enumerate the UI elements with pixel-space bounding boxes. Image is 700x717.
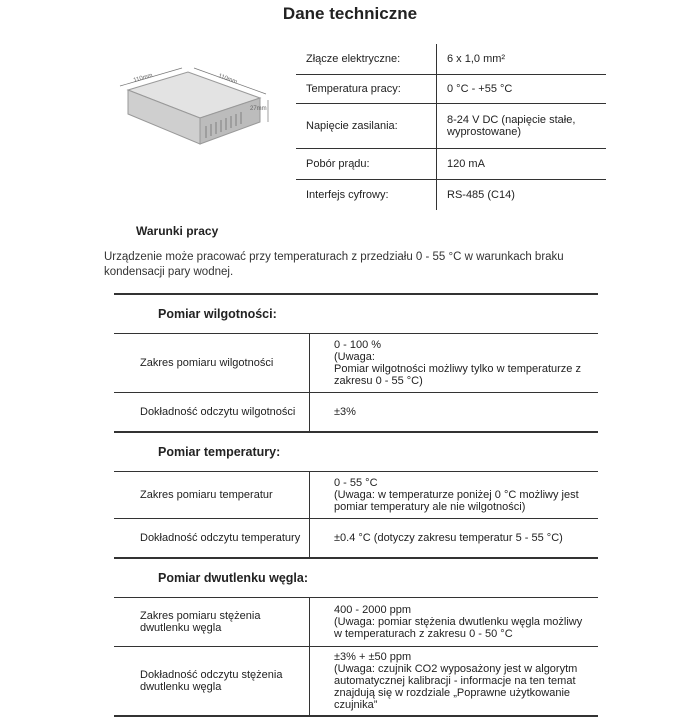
humidity-accuracy-value: ±3% bbox=[310, 393, 599, 433]
humidity-range-line: (Uwaga: bbox=[334, 351, 375, 363]
co2-accuracy-value bbox=[310, 647, 599, 717]
co2-range-value bbox=[310, 598, 599, 647]
page-title: Dane techniczne bbox=[282, 4, 418, 23]
temperature-heading: Pomiar temperatury: bbox=[114, 432, 598, 472]
spec-label: Złącze elektryczne: bbox=[296, 44, 437, 75]
table-row bbox=[114, 598, 598, 647]
conditions-heading: Warunki pracy bbox=[136, 224, 219, 238]
dim-width-label: 110mm bbox=[132, 72, 154, 84]
section-header bbox=[114, 558, 598, 598]
temperature-range-line: (Uwaga: w temperaturze poniżej 0 °C możliwy jest pomiar temperatury ale nie wilgotności) bbox=[334, 489, 579, 513]
table-row bbox=[114, 519, 598, 559]
table-row bbox=[114, 647, 598, 717]
co2-range-line: 400 - 2000 ppm bbox=[334, 604, 412, 616]
humidity-range-line: 0 - 100 % bbox=[334, 339, 382, 351]
humidity-accuracy-label: Dokładność odczytu wilgotności bbox=[114, 393, 310, 433]
co2-range-line: (Uwaga: pomiar stężenia dwutlenku węgla możliwy w temperaturach z zakresu 0 - 50 °C bbox=[334, 616, 583, 640]
spec-label: Pobór prądu: bbox=[296, 149, 437, 180]
spec-value: 0 °C - +55 °C bbox=[437, 75, 607, 104]
spec-table bbox=[296, 44, 606, 210]
section-header bbox=[114, 432, 598, 472]
temperature-accuracy-label: Dokładność odczytu temperatury bbox=[114, 519, 310, 559]
co2-heading: Pomiar dwutlenku węgla: bbox=[114, 558, 598, 598]
table-row bbox=[114, 393, 598, 433]
spec-row bbox=[296, 104, 606, 149]
humidity-range-label: Zakres pomiaru wilgotności bbox=[114, 334, 310, 393]
spec-value: 120 mA bbox=[437, 149, 607, 180]
spec-value: RS-485 (C14) bbox=[437, 180, 607, 211]
temperature-range-label: Zakres pomiaru temperatur bbox=[114, 472, 310, 519]
spec-row bbox=[296, 149, 606, 180]
dim-height-label: 27mm bbox=[250, 106, 267, 112]
temperature-range-value bbox=[310, 472, 599, 519]
co2-accuracy-label: Dokładność odczytu stężenia dwutlenku węgla bbox=[114, 647, 310, 717]
conditions-text: Urządzenie może pracować przy temperaturach z przedziału 0 - 55 °C w warunkach braku kondensacji pary wodnej. bbox=[104, 251, 564, 278]
spec-label: Temperatura pracy: bbox=[296, 75, 437, 104]
spec-value: 8-24 V DC (napięcie stałe, wyprostowane) bbox=[437, 104, 607, 149]
humidity-range-value bbox=[310, 334, 599, 393]
spec-row bbox=[296, 44, 606, 75]
measurement-table bbox=[114, 293, 598, 717]
temperature-range-line: 0 - 55 °C bbox=[334, 477, 378, 489]
spec-row bbox=[296, 75, 606, 104]
spec-label: Napięcie zasilania: bbox=[296, 104, 437, 149]
dim-depth-label: 110mm bbox=[217, 73, 238, 86]
co2-range-label: Zakres pomiaru stężenia dwutlenku węgla bbox=[114, 598, 310, 647]
humidity-heading: Pomiar wilgotności: bbox=[114, 294, 598, 334]
humidity-range-line: Pomiar wilgotności możliwy tylko w temperaturze z zakresu 0 - 55 °C) bbox=[334, 363, 581, 387]
spec-value: 6 x 1,0 mm² bbox=[437, 44, 607, 75]
device-illustration bbox=[110, 62, 280, 162]
table-row bbox=[114, 472, 598, 519]
section-header bbox=[114, 294, 598, 334]
spec-row bbox=[296, 180, 606, 211]
co2-accuracy-line: (Uwaga: czujnik CO2 wyposażony jest w algorytm automatycznej kalibracji - informacje na ten temat znajdują się w rozdziale „Poprawne użytkowanie czujnika” bbox=[334, 663, 578, 711]
spec-label: Interfejs cyfrowy: bbox=[306, 189, 389, 201]
co2-accuracy-line: ±3% + ±50 ppm bbox=[334, 651, 412, 663]
temperature-accuracy-value: ±0.4 °C (dotyczy zakresu temperatur 5 - 55 °C) bbox=[310, 519, 599, 559]
table-row bbox=[114, 334, 598, 393]
